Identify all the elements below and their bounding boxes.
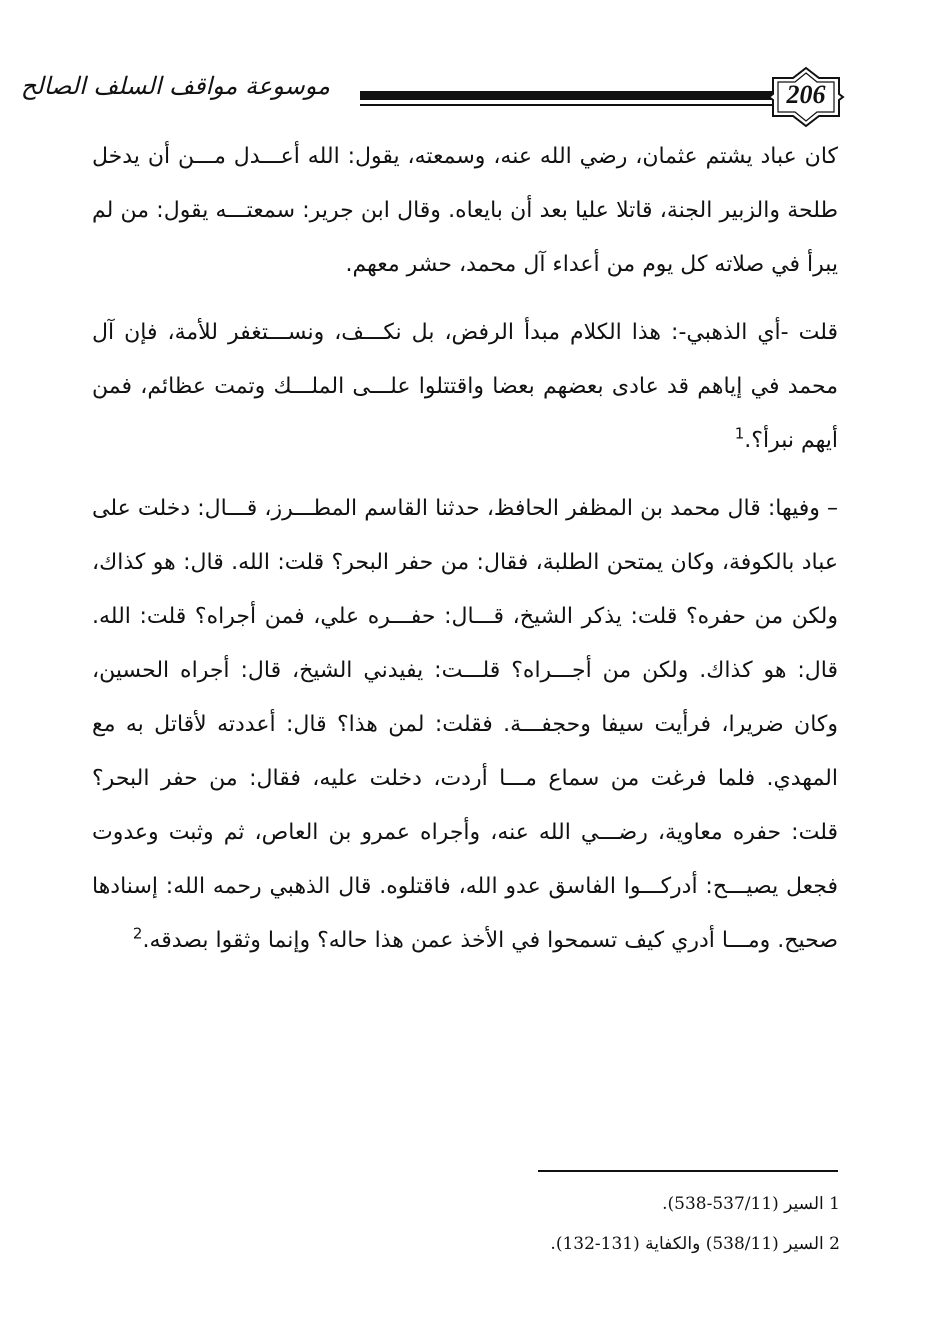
header-rule-thick xyxy=(360,91,775,100)
footnote-ref-2[interactable]: 2 xyxy=(132,924,143,943)
paragraph-1: كان عباد يشتم عثمان، رضي الله عنه، وسمعته، يقول: الله أعـــدل مـــن أن يدخل طلحة والزبير الجنة، قاتلا عليا بعد أن بايعاه. وقال ابن جرير: سمعتـــه يقول: من لم يبرأ في صلاته كل يوم من أعداء آل محمد، حشر معهم. xyxy=(92,144,838,277)
page-number-badge xyxy=(767,66,845,128)
paragraph-3-text: – وفيها: قال محمد بن المظفر الحافظ، حدثنا القاسم المطـــرز، قـــال: دخلت على عباد بالكوفة، وكان يمتحن الطلبة، فقال: من حفر البحر؟ قلت: الله. قال: هو كذاك، ولكن من حفره؟ قلت: يذكر الشيخ، قـــال: حفـــره علي، فمن أجراه؟ قلت: الله. قال: هو كذاك. ولكن من أجـــراه؟ قلـــت: يفيدني الشيخ، قال: أجراه الحسين، وكان ضريرا، فرأيت سيفا وحجفـــة. فقلت: لمن هذا؟ قال: أعددته لأقاتل به مع المهدي. فلما فرغت من سماع مـــا أردت، دخلت عليه، فقال: من حفر البحر؟ قلت: حفره معاوية، رضـــي الله عنه، وأجراه عمرو بن العاص، ثم وثبت وعدوت فجعل يصيـــح: أدركـــوا الفاسق عدو الله، فاقتلوه. قال الذهبي رحمه الله: إسنادها صحيح. ومـــا أدري كيف تسمحوا في الأخذ عمن هذا حاله؟ وإنما وثقوا بصدقه. xyxy=(92,496,838,953)
footnotes xyxy=(300,1184,840,1264)
page-number: 206 xyxy=(786,80,826,109)
page-header xyxy=(20,58,845,138)
footnote-1: 1 السير (537/11-538). xyxy=(662,1194,840,1214)
series-title: موسوعة مواقف السلف الصالح xyxy=(20,72,330,100)
header-rule-thin xyxy=(360,104,775,106)
main-text xyxy=(92,130,838,968)
footnote-2: 2 السير (538/11) والكفاية (131-132). xyxy=(550,1234,840,1254)
paragraph-2-text: قلت -أي الذهبي-: هذا الكلام مبدأ الرفض، بل نكـــف، ونســـتغفر للأمة، فإن آل محمد في إياهم قد عادى بعضهم بعضا واقتتلوا علـــى الملـــك وتمت عظائم، فمن أيهم نبرأ؟. xyxy=(92,320,838,453)
footnote-ref-1[interactable]: 1 xyxy=(734,424,745,443)
paragraph-2 xyxy=(92,306,838,468)
paragraph-3 xyxy=(92,482,838,968)
footnote-separator xyxy=(538,1170,838,1172)
